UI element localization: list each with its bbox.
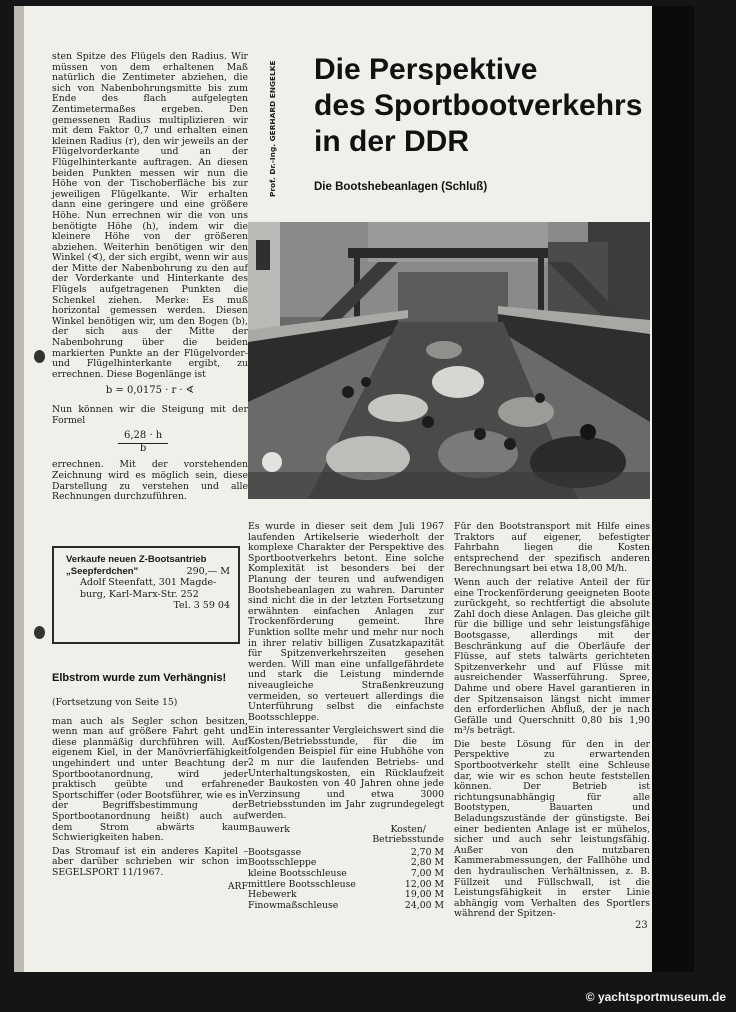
ad-headline: Verkaufe neuen Z-Bootsantrieb [66,554,207,565]
left-paragraph-1: sten Spitze des Flügels den Radius. Wir müssen von dem erhaltenen Maß natürlich die Zentimeter abziehen, die sich von Nabenbohrungsmitte bis zum Ende des flach aufgelegten Zentimetermaßes ergeben. Den gemessenen Radius multiplizieren wir mit dem Faktor 0,7 und erhalten einen kleinen Radius (r), den wir jeweils an der Flügelvorderkante und an der Flügelhinterkante auftragen. An diesen beiden Punkten messen wir nun die Höhe von der Tischoberfläche bis zur jeweiligen Flügelkante. Wir erhalten dann eine geringere und eine größere Höhe. Nun errechnen wir die von uns benötigte Höhe (h), indem wir die kleinere Höhe von der größeren abziehen. Weiterhin benötigen wir den Winkel (∢), der sich ergibt, wenn wir aus der Mitte der Nabenbohrung zu den auf der Vorderkante und Hinterkante des Flügels aufgetragenen Punkten die Schenkel ziehen. Merke: Es muß horizontal gemessen werden. Diesen Winkel benötigen wir, um den Bogen (b), der sich aus der Mitte der Nabenbohrung über die beiden markierten Punkte an der Flügelvorder- und Flügelhinterkante ergibt, zu errechnen. Diese Bogenlänge ist [52,51,248,380]
magazine-page [14,6,694,972]
ad-product: „Seepferdchen" [66,565,139,577]
lock-photo [248,222,650,499]
classified-ad [52,546,240,644]
cost-header-line: Kosten/ [390,823,426,835]
continuation-note: (Fortsetzung von Seite 15) [52,697,178,708]
ad-address-1: Adolf Steenfatt, 301 Magde- [80,577,217,588]
scan-edge [652,6,694,972]
binding-hole [34,626,45,639]
middle-paragraph-2: Ein interessanter Vergleichswert sind die Kosten/Betriebsstunde, für die im folgenden Beispiel für eine Hubhöhe von 2 m nur die laufenden Betriebs- und Unterhaltungskosten, ein Rücklaufzeit der Baukosten von 40 Jahren ohne jede Verzinsung und etwa 3000 Betriebsstunden im Jahr zugrundegelegt werden. [248,725,444,822]
pitch-formula [118,431,168,454]
cost-value: 19,00 M [404,889,444,901]
right-column [454,522,650,923]
left-column [52,52,248,506]
cost-table [248,848,444,912]
middle-column [248,522,444,911]
table-row [248,901,444,912]
cost-header-line: Betriebsstunde [372,834,444,846]
table-row [248,869,444,880]
right-paragraph-2: Wenn auch der relative Anteil der für eine Trockenförderung geeigneten Boote zurückgeht, so rechtfertigt die absolute Zahl doch diese Anlagen. Das gleiche gilt für die billige und sehr leistungsfähige Bootsgasse, allerdings mit der Beschränkung auf die Oberläufe der Flüsse, auf stets talwärts gerichteten Spitzenverkehr und auf Flüsse mit ausreichender Wasserführung. Spree, Dahme und obere Havel garantieren in der Spitzensaison längst nicht immer den erforderlichen Abfluß, der je nach Gefälle und Querschnitt 0,80 bis 1,90 m³/s beträgt. [454,576,650,737]
cost-table-header [248,825,444,846]
cost-name: mittlere Bootsschleuse [248,878,356,890]
left-paragraph-2: Nun können wir die Steigung mit der Formel [52,404,248,426]
formula-denominator: b [139,442,147,454]
elbstrom-signature: ARF [227,880,248,892]
cost-name: kleine Bootsschleuse [248,868,347,879]
cost-name: Hebewerk [248,889,297,901]
page-number: 23 [635,920,648,931]
author-byline: Prof. Dr.-Ing. GERHARD ENGELKE [268,60,277,198]
watermark: © yachtsportmuseum.de [585,990,726,1004]
cost-value: 24,00 M [404,899,444,911]
page-spine [14,6,24,972]
cost-header-building: Bauwerk [248,823,290,835]
right-paragraph-3: Die beste Lösung für den in der Perspektive zu erwartenden Sportbootverkehr stellt eine Schleuse dar, wie wir es schon heute feststellen können. Der Betrieb ist richtungsunabhängig für alle Bootstypen, Bauarten und Beladungszustände der günstigste. Bei einer bedienten Anlage ist er mühelos, sicher und auch sehr leistungsfähig. Außer von den nutzbaren Kammerabmessungen, der Fallhöhe und den hydraulischen Verhältnissen, z. B. Füllzeit und Füllschwall, ist die Leistungsfähigkeit in erster Linie abhängig vom Verhalten des Sportlers während der Spitzen- [454,738,650,920]
title-line: in der DDR [314,125,470,158]
right-paragraph-1: Für den Bootstransport mit Hilfe eines Traktors auf eigener, befestigter Fahrbahn liegen die Kosten entsprechend der spezifisch anderen Berechnungsart bei etwa 18,00 M/h. [454,521,650,575]
cost-value: 2,70 M [410,846,444,858]
article-title [314,52,644,160]
cost-value: 2,80 M [410,857,444,869]
ad-price: 290,— M [186,565,230,577]
middle-paragraph-1: Es wurde in dieser seit dem Juli 1967 laufenden Artikelserie wiederholt der komplexe Charakter der Perspektive des Sportbootverkehrs betont. Eine solche Komplexität ist besonders bei der Planung der teuren und aufwendigen Bootshebeanlagen zu wahren. Darunter sind nicht die in der letzten Fortsetzung erwähnten einfachen Anlagen zur Trockenförderung gemeint. Ihre Funktion sollte mehr und mehr nur noch in ihrer relativ billigen Zusatzkapazität für Spitzenverkehrszeiten gesehen werden. Will man eine unfallgefährdete und stark die Leistung mindernde niveaugleiche Straßenkreuzung vermeiden, so verteuert allerdings die Unterführung selbst die einfachste Bootsschleppe. [248,521,444,723]
article-subtitle: Die Bootshebeanlagen (Schluß) [314,181,488,193]
bow-formula: b = 0,0175 · r · ∢ [105,385,195,397]
left-paragraph-3: errechnen. Mit der vorstehenden Zeichnung wird es möglich sein, diese Darstellung zu verstehen und alle Rechnungen durchzuführen. [52,459,248,503]
ad-phone: Tel. 3 59 04 [173,600,230,611]
elbstrom-paragraph-2: Das Stromauf ist ein anderes Kapitel – aber darüber schrieben wir schon im SEGELSPORT 11/1967. [52,845,248,878]
cost-header-cost [372,825,444,846]
elbstrom-heading: Elbstrom wurde zum Verhängnis! [52,672,227,684]
cost-name: Finowmaßschleuse [248,899,339,911]
title-line: des Sportbootverkehrs [314,89,643,122]
binding-hole [34,350,45,363]
cost-value: 12,00 M [404,878,444,890]
title-line: Die Perspektive [314,53,538,86]
formula-numerator: 6,28 · h [118,431,168,444]
ad-address-2: burg, Karl-Marx-Str. 252 [80,588,199,600]
cost-name: Bootsgasse [248,846,302,858]
ad-product-row [66,566,230,578]
elbstrom-paragraph-1: man auch als Segler schon besitzen, wenn man auf größere Fahrt geht und diese planmäßig durchführen will. Auf eigenem Kiel, in der Manövrierfähigkeit ungehindert und unter Beachtung der Sportbootanordnung, wird jeder praktisch geübte und erfahrene Sportschiffer (oder Bootsführer, wie es in der Begriffsbestimmung der Sportbootanordnung heißt) auch auf dem Strom abwärts kaum Schwierigkeiten haben. [52,715,248,844]
cost-value: 7,00 M [410,868,444,879]
elbstrom-column [52,698,248,895]
cost-name: Bootsschleppe [248,857,317,869]
